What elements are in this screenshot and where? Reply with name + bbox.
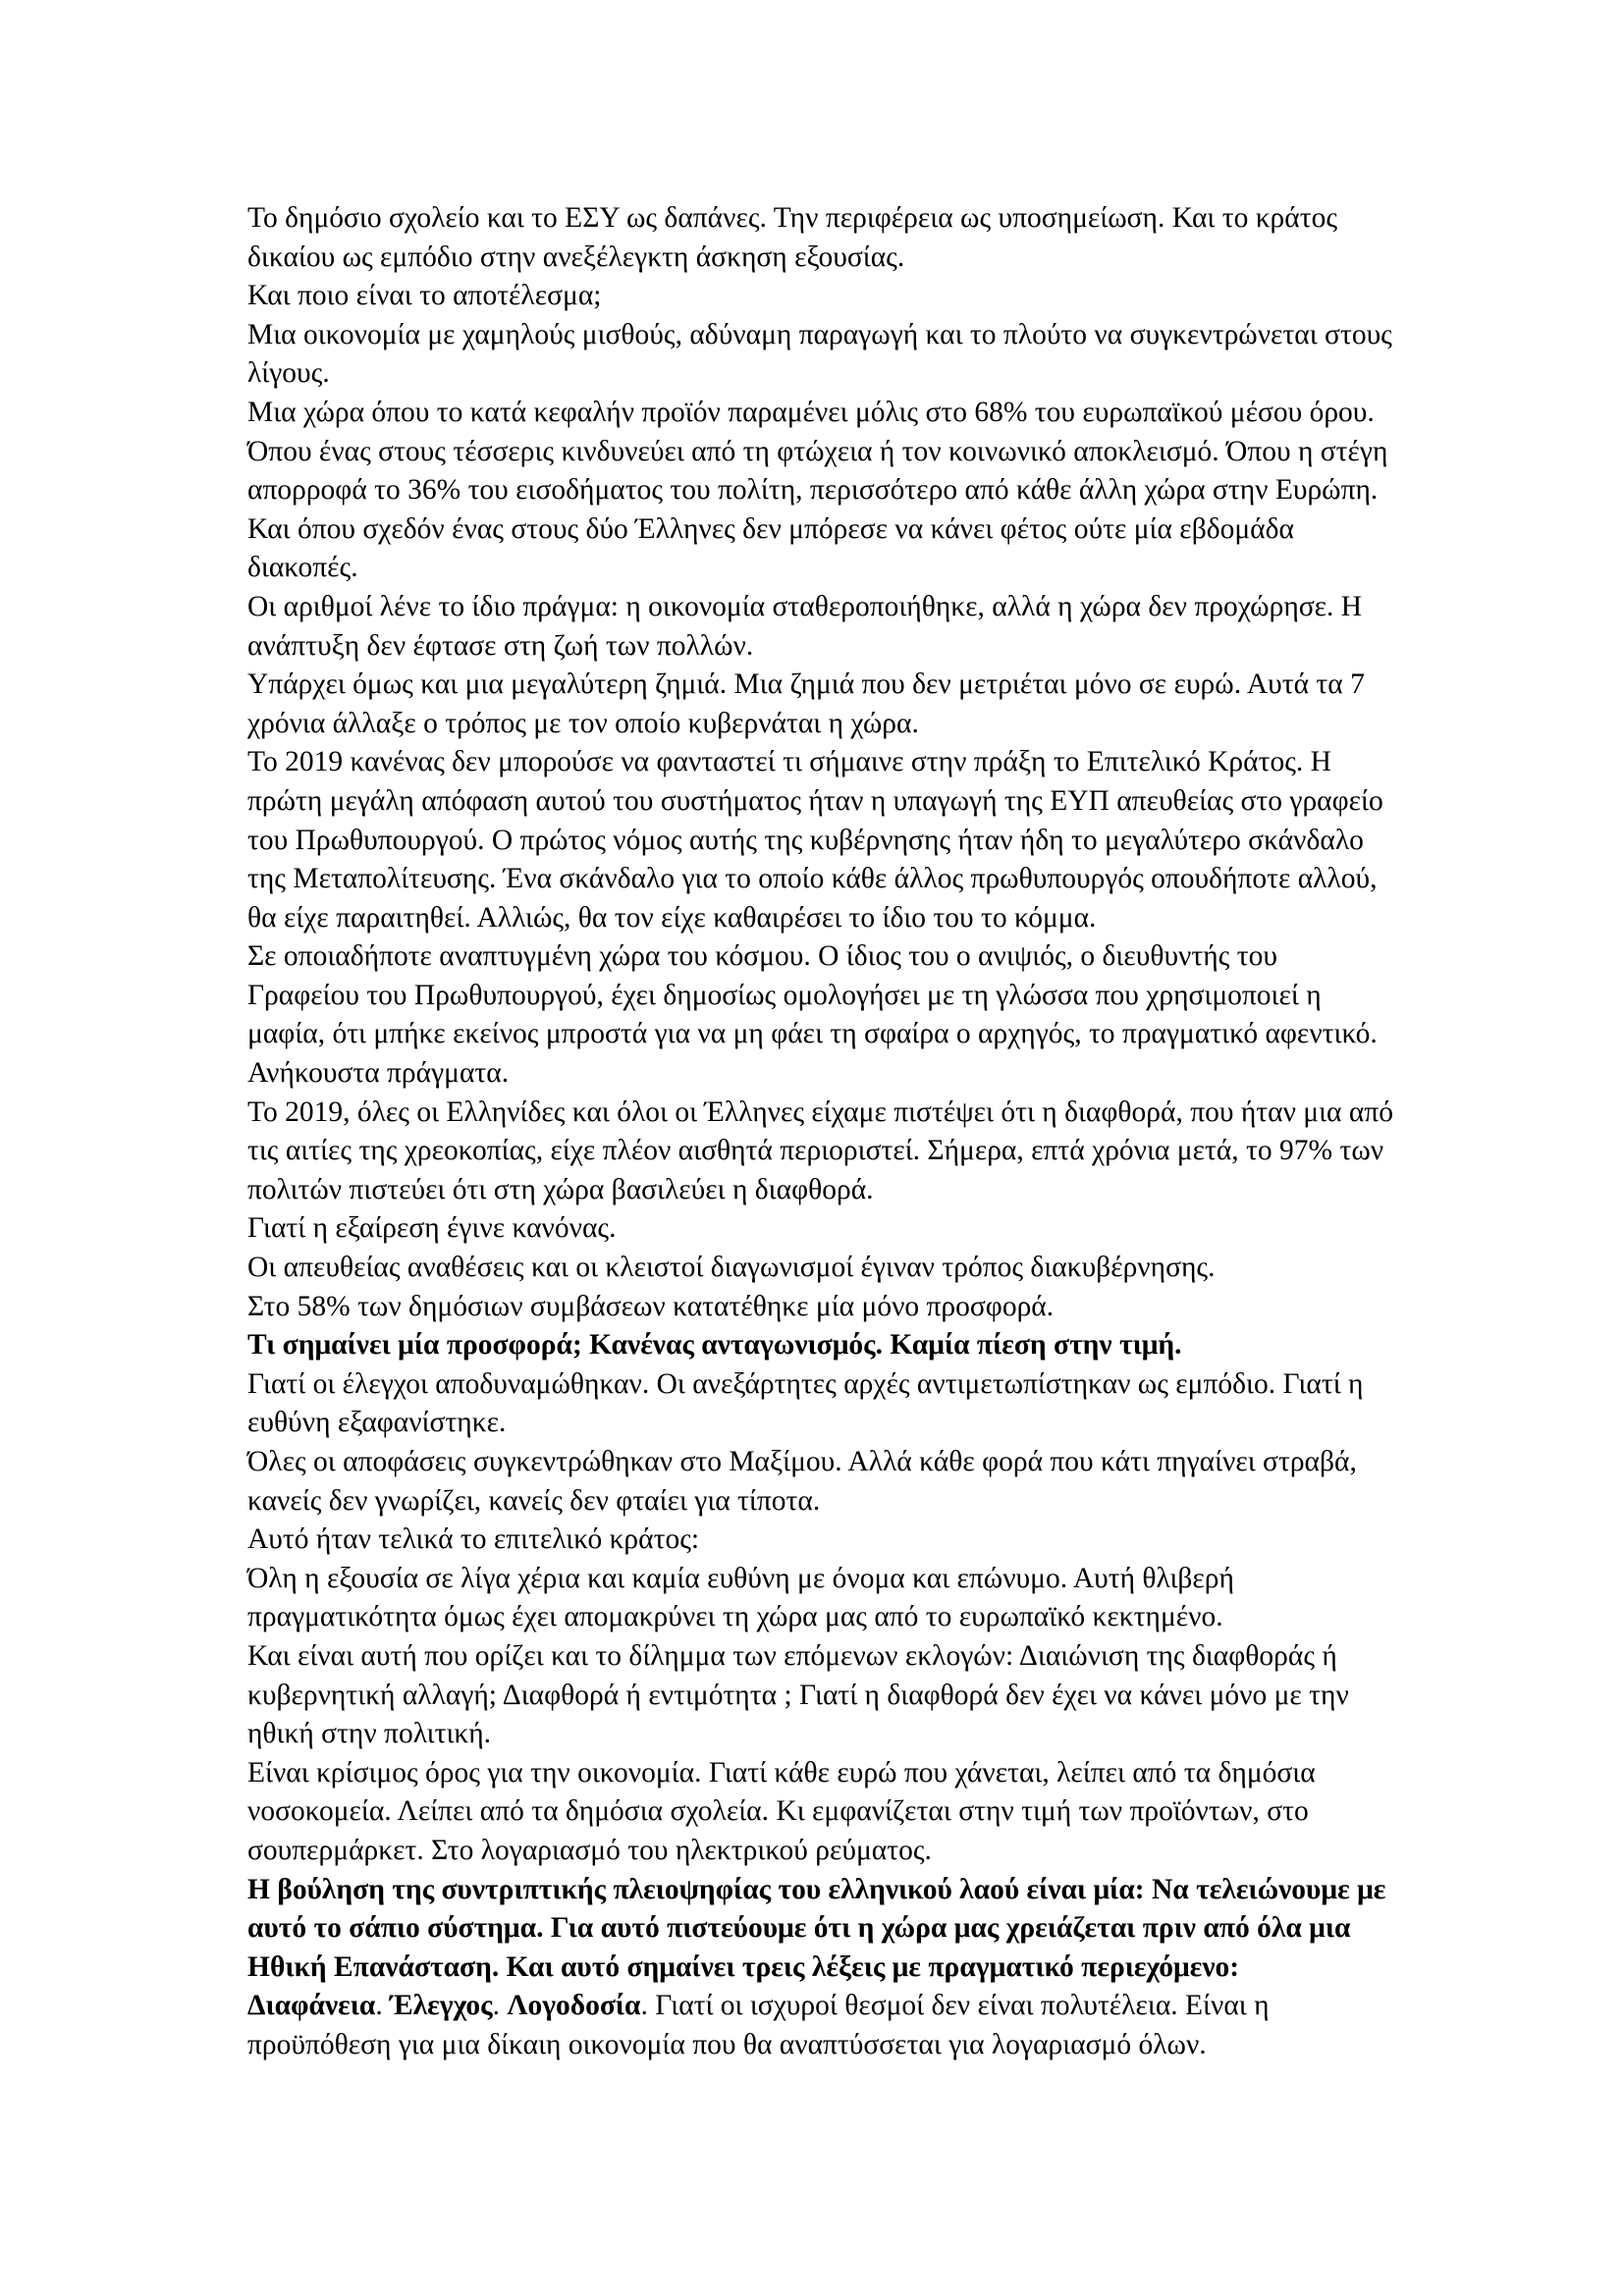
paragraph: Γιατί οι έλεγχοι αποδυναμώθηκαν. Οι ανεξάρτητες αρχές αντιμετωπίστηκαν ως εμπόδιο. Γιατί η ευθύνη εξαφανίστηκε. [247,1367,1364,1439]
paragraph: Στο 58% των δημόσιων συμβάσεων κατατέθηκε μία μόνο προσφορά. [247,1290,1055,1322]
paragraph: Όλη η εξουσία σε λίγα χέρια και καμία ευθύνη με όνομα και επώνυμο. Αυτή θλιβερή πραγματικότητα όμως έχει απομακρύνει τη χώρα μας από το ευρωπαϊκό κεκτημένο. [247,1562,1234,1633]
paragraph: Και ποιο είναι το αποτέλεσμα; [247,280,602,312]
paragraph: Το δημόσιο σχολείο και το ΕΣΥ ως δαπάνες. Την περιφέρεια ως υποσημείωση. Και το κράτος δικαίου ως εμπόδιο στην ανεξέλεγκτη άσκηση εξουσίας. [247,202,1338,273]
final-paragraph [247,1987,1396,2064]
paragraph: Το 2019 κανένας δεν μπορούσε να φανταστεί τι σήμαινε στην πράξη το Επιτελικό Κράτος. Η πρώτη μεγάλη απόφαση αυτού του συστήματος ήταν η υπαγωγή της ΕΥΠ απευθείας στο γραφείο του Πρωθυπουργού. Ο πρώτος νόμος αυτής της κυβέρνησης ήταν ήδη το μεγαλύτερο σκάνδαλο της Μεταπολίτευσης. Ένα σκάνδαλο για το οποίο κάθε άλλος πρωθυπουργός οπουδήποτε αλλού, θα είχε παραιτηθεί. Αλλιώς, θα τον είχε καθαιρέσει το ίδιο του το κόμμα. [247,746,1383,934]
paragraph: Οι απευθείας αναθέσεις και οι κλειστοί διαγωνισμοί έγιναν τρόπος διακυβέρνησης. [247,1252,1216,1284]
paragraph: Υπάρχει όμως και μια μεγαλύτερη ζημιά. Μια ζημιά που δεν μετριέται μόνο σε ευρώ. Αυτά τα 7 χρόνια άλλαξε ο τρόπος με τον οποίο κυβερνάται η χώρα. [247,668,1365,739]
paragraph: Το 2019, όλες οι Ελληνίδες και όλοι οι Έλληνες είχαμε πιστέψει ότι η διαφθορά, που ήταν μια από τις αιτίες της χρεοκοπίας, είχε πλέον αισθητά περιοριστεί. Σήμερα, επτά χρόνια μετά, το 97% των πολιτών πιστεύει ότι στη χώρα βασιλεύει η διαφθορά. [247,1095,1393,1205]
keyword-accountability: Λογοδοσία [507,1990,641,2022]
separator: . [492,1990,508,2022]
bold-paragraph: Η βούληση της συντριπτικής πλειοψηφίας του ελληνικού λαού είναι μία: Να τελειώνουμε με αυτό το σάπιο σύστημα. Για αυτό πιστεύουμε ότι η χώρα μας χρειάζεται πριν από όλα μια Ηθική Επανάσταση. Και αυτό σημαίνει τρεις λέξεις με πραγματικό περιεχόμενο: [247,1873,1386,1983]
paragraph: Οι αριθμοί λένε το ίδιο πράγμα: η οικονομία σταθεροποιήθηκε, αλλά η χώρα δεν προχώρησε. Η ανάπτυξη δεν έφτασε στη ζωή των πολλών. [247,590,1363,662]
paragraph: Είναι κρίσιμος όρος για την οικονομία. Γιατί κάθε ευρώ που χάνεται, λείπει από τα δημόσια νοσοκομεία. Λείπει από τα δημόσια σχολεία. Κι εμφανίζεται στην τιμή των προϊόντων, στο σουπερμάρκετ. Στο λογαριασμό του ηλεκτρικού ρεύματος. [247,1756,1316,1866]
paragraph: Αυτό ήταν τελικά το επιτελικό κράτος: [247,1523,700,1556]
paragraph: Σε οποιαδήποτε αναπτυγμένη χώρα του κόσμου. Ο ίδιος του ο ανιψιός, ο διευθυντής του Γραφείου του Πρωθυπουργού, έχει δημοσίως ομολογήσει με τη γλώσσα που χρησιμοποιεί η μαφία, ότι μπήκε εκείνος μπροστά για να μη φάει τη σφαίρα ο αρχηγός, το πραγματικό αφεντικό. Ανήκουστα πράγματα. [247,940,1378,1090]
keyword-control: Έλεγχος [390,1990,493,2022]
keyword-transparency: Διαφάνεια [247,1990,376,2022]
document-page [247,199,1396,2065]
paragraph: Μια οικονομία με χαμηλούς μισθούς, αδύναμη παραγωγή και το πλούτο να συγκεντρώνεται στους λίγους. [247,318,1392,390]
paragraph: Όλες οι αποφάσεις συγκεντρώθηκαν στο Μαξίμου. Αλλά κάθε φορά που κάτι πηγαίνει στραβά, κανείς δεν γνωρίζει, κανείς δεν φταίει για τίποτα. [247,1446,1357,1517]
paragraph: Και είναι αυτή που ορίζει και το δίλημμα των επόμενων εκλογών: Διαιώνιση της διαφθοράς ή κυβερνητική αλλαγή; Διαφθορά ή εντιμότητα ; Γιατί η διαφθορά δεν έχει να κάνει μόνο με την ηθική στην πολιτική. [247,1639,1349,1750]
paragraph: Μια χώρα όπου το κατά κεφαλήν προϊόν παραμένει μόλις στο 68% του ευρωπαϊκού μέσου όρου. Όπου ένας στους τέσσερις κινδυνεύει από τη φτώχεια ή τον κοινωνικό αποκλεισμό. Όπου η στέγη απορροφά το 36% του εισοδήματος του πολίτη, περισσότερο από κάθε άλλη χώρα στην Ευρώπη. Και όπου σχεδόν ένας στους δύο Έλληνες δεν μπόρεσε να κάνει φέτος ούτε μία εβδομάδα διακοπές. [247,396,1388,584]
paragraph: Γιατί η εξαίρεση έγινε κανόνας. [247,1212,617,1245]
separator: . [375,1990,391,2022]
bold-statement: Τι σημαίνει μία προσφορά; Κανένας ανταγωνισμός. Καμία πίεση στην τιμή. [247,1329,1182,1362]
final-text: . Γιατί οι ισχυροί θεσμοί δεν είναι πολυτέλεια. Είναι η προϋπόθεση για μια δίκαιη οικονομία που θα αναπτύσσεται για λογαριασμό όλων. [247,1990,1270,2060]
